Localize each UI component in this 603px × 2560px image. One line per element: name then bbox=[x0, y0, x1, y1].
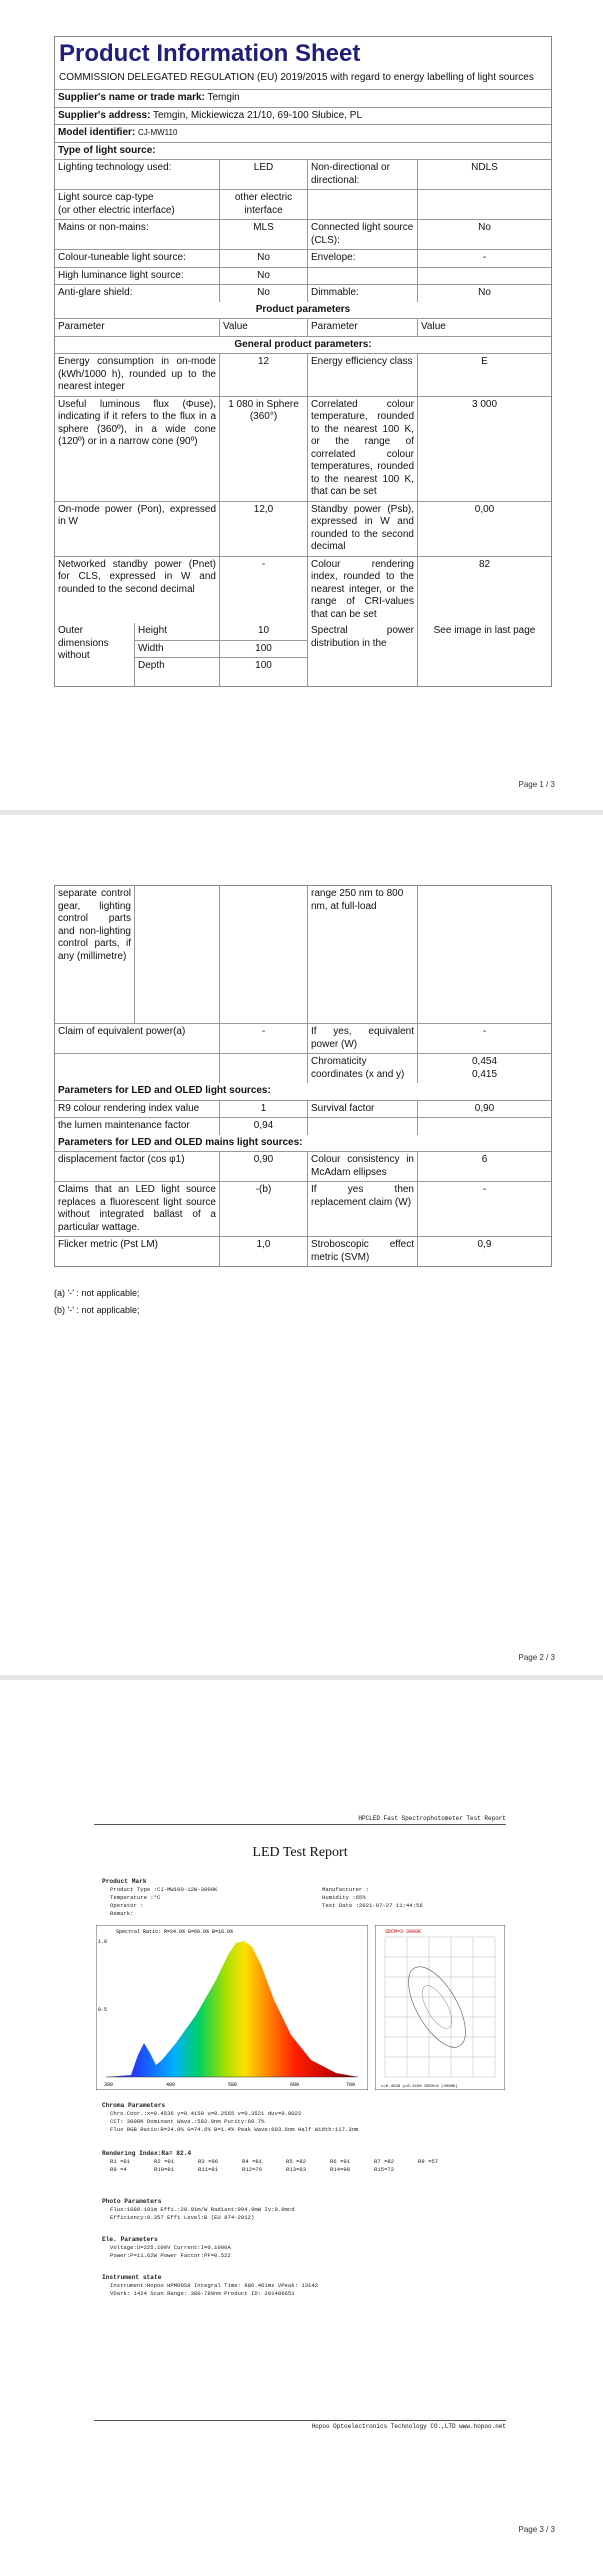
param-value: No bbox=[220, 250, 308, 267]
table-row bbox=[55, 397, 551, 502]
footnote-b: (b) '-' : not applicable; bbox=[54, 1305, 140, 1315]
photo-line-2: Efficiency:0.357 Effi Level:B (EU 874-2012) bbox=[110, 2214, 255, 2221]
instrument-block bbox=[102, 2274, 507, 2298]
param-value: 12,0 bbox=[220, 502, 308, 556]
model-label: Model identifier: bbox=[58, 127, 136, 138]
table-row bbox=[55, 285, 551, 302]
render-index-value: R5 =82 bbox=[286, 2158, 307, 2165]
table-row bbox=[55, 1152, 551, 1182]
product-params-heading: Product parameters bbox=[255, 303, 351, 315]
param-value: - bbox=[220, 1024, 308, 1053]
cie-chart bbox=[375, 1925, 505, 2090]
product-type: Product Type :CJ-MW100-12W-3000K bbox=[110, 1886, 218, 1893]
param-value-2: NDLS bbox=[471, 162, 498, 173]
dim-depth-label: Depth bbox=[138, 660, 165, 671]
rendering-block bbox=[102, 2150, 507, 2174]
instrument-heading: Instrument state bbox=[102, 2274, 162, 2281]
led-param-rows bbox=[55, 1101, 551, 1135]
spectral-label: Spectral power distribution in the bbox=[308, 623, 418, 686]
param-label-2: If yes then replacement claim (W) bbox=[308, 1182, 418, 1236]
header-value: Value bbox=[220, 319, 308, 336]
empty-cell bbox=[220, 886, 308, 1023]
x-tick: 580 bbox=[228, 2082, 238, 2088]
param-label: Lighting technology used: bbox=[55, 160, 220, 189]
supplier-value: Temgin bbox=[207, 92, 240, 103]
product-info-table-continued bbox=[54, 885, 552, 1267]
param-label: On-mode power (Pon), expressed in W bbox=[55, 502, 220, 556]
table-row bbox=[55, 1118, 551, 1135]
render-index-value: R3 =96 bbox=[198, 2158, 219, 2165]
param-label: Energy consumption in on-mode (kWh/1000 h), rounded up to the nearest integer bbox=[55, 354, 220, 396]
param-value-2 bbox=[418, 190, 551, 219]
param-value: 0,90 bbox=[220, 1152, 308, 1181]
param-label: Claims that an LED light source replaces a fluorescent light source without integrated ballast of a particular wattage. bbox=[55, 1182, 220, 1236]
ele-heading: Ele. Parameters bbox=[102, 2236, 158, 2243]
param-value: 1 bbox=[220, 1101, 308, 1118]
param-value-2: 0,90 bbox=[474, 1102, 495, 1114]
model-value: CJ-MW110 bbox=[138, 128, 178, 137]
param-value-2: 6 bbox=[481, 1154, 488, 1165]
param-label: Flicker metric (Pst LM) bbox=[55, 1237, 220, 1266]
table-row bbox=[55, 250, 551, 268]
photo-block bbox=[102, 2198, 507, 2222]
empty-cell bbox=[135, 886, 220, 1023]
header-value-2: Value bbox=[421, 321, 446, 332]
dim-subtable bbox=[135, 623, 220, 686]
table-row bbox=[55, 1024, 551, 1054]
render-index-value: R6 =91 bbox=[330, 2158, 351, 2165]
param-label: Networked standby power (Pnet) for CLS, expressed in W and rounded to the second decimal bbox=[55, 557, 220, 624]
table-row bbox=[55, 1101, 551, 1119]
report-title: LED Test Report bbox=[252, 1845, 348, 1860]
param-label-2: Stroboscopic effect metric (SVM) bbox=[308, 1237, 418, 1266]
param-value: -(b) bbox=[220, 1182, 308, 1236]
param-value: No bbox=[220, 285, 308, 302]
param-value-2: - bbox=[482, 1184, 487, 1195]
table-row bbox=[55, 268, 551, 286]
param-label: R9 colour rendering index value bbox=[55, 1101, 220, 1118]
param-value: 1,0 bbox=[220, 1237, 308, 1266]
rendering-heading: Rendering Index:Ra= 82.4 bbox=[102, 2150, 192, 2157]
table-row bbox=[55, 190, 551, 220]
dim-depth-value: 100 bbox=[255, 660, 272, 671]
param-value-2: E bbox=[481, 356, 488, 367]
param-value-2: No bbox=[478, 287, 491, 298]
param-label: the lumen maintenance factor bbox=[55, 1118, 220, 1135]
param-label-2: Non-directional or directional: bbox=[308, 160, 418, 189]
page-3 bbox=[0, 1680, 603, 2560]
header-row bbox=[55, 319, 551, 337]
led-params-heading: Parameters for LED and OLED light sources: bbox=[58, 1085, 271, 1096]
x-tick: 480 bbox=[166, 2082, 176, 2088]
ele-line-1: Voltage:U=225.100V Current:I=0.1000A bbox=[110, 2244, 231, 2251]
mains-param-rows bbox=[55, 1152, 551, 1266]
param-label-2: Standby power (Psb), expressed in W and rounded to the second decimal bbox=[308, 502, 418, 556]
param-label: displacement factor (cos φ1) bbox=[55, 1152, 220, 1181]
humidity: Humidity :65% bbox=[322, 1894, 366, 1901]
render-index-value: R7 =82 bbox=[374, 2158, 395, 2165]
dim-width-label: Width bbox=[135, 641, 219, 659]
table-row bbox=[55, 1237, 551, 1266]
param-label: Colour-tuneable light source: bbox=[55, 250, 220, 267]
instrument-line-1: Instrument:Hopoo HPM00S8 Integral Time: 886.461ms VPeak: 13142 bbox=[110, 2282, 319, 2289]
spectral-ratio: Spectral Ratio: R=24.0% G=60.0% B=16.0% bbox=[116, 1929, 234, 1935]
param-value: 1 080 in Sphere (360°) bbox=[220, 397, 308, 501]
supplier-label: Supplier's name or trade mark: bbox=[58, 92, 205, 103]
param-value: - bbox=[220, 557, 308, 624]
param-label: High luminance light source: bbox=[55, 268, 220, 285]
table-row bbox=[55, 220, 551, 250]
dim-values bbox=[220, 623, 308, 686]
test-date: Test Date :2021-07-27 11:44:56 bbox=[322, 1902, 423, 1909]
cie-title: SDCM=3 3000K bbox=[385, 1929, 422, 1935]
general-param-rows bbox=[55, 354, 551, 623]
param-label: Claim of equivalent power(a) bbox=[55, 1024, 220, 1053]
render-index-value: R10=81 bbox=[154, 2166, 175, 2173]
general-params-heading: General product parameters: bbox=[234, 338, 372, 350]
outer-dim-label: Outer dimensions without bbox=[55, 623, 135, 686]
param-value-2: - bbox=[482, 252, 487, 263]
param-value-2: 0,9 bbox=[477, 1239, 492, 1250]
param-value-2: 82 bbox=[478, 558, 491, 570]
ele-block bbox=[102, 2236, 507, 2260]
continued-spectral-label: range 250 nm to 800 nm, at full-load bbox=[308, 886, 418, 1023]
regulation-text: COMMISSION DELEGATED REGULATION (EU) 2019/2015 with regard to energy labelling of light sources bbox=[55, 69, 551, 90]
render-index-value: R12=76 bbox=[242, 2166, 263, 2173]
temperature: Temperature :°C bbox=[110, 1894, 161, 1901]
equivalent-power-rows bbox=[55, 1024, 551, 1083]
param-label-2: If yes, equivalent power (W) bbox=[308, 1024, 418, 1053]
param-label-2 bbox=[308, 1118, 418, 1135]
param-value-2: 3 000 bbox=[471, 398, 498, 410]
footnotes bbox=[54, 1285, 139, 1319]
render-index-value: R15=72 bbox=[374, 2166, 395, 2173]
param-label-2 bbox=[308, 268, 418, 285]
page-2 bbox=[0, 815, 603, 1675]
type-label: Type of light source: bbox=[58, 144, 156, 156]
header-parameter: Parameter bbox=[55, 319, 220, 336]
param-value: MLS bbox=[220, 220, 308, 249]
param-label-2: Energy efficiency class bbox=[308, 354, 418, 396]
param-value: No bbox=[220, 268, 308, 285]
table-row bbox=[55, 160, 551, 190]
report-footer: Hopoo Optoelectronics Technology CO.,LTD www.hopoo.net bbox=[94, 2420, 506, 2430]
header-parameter-2: Parameter bbox=[308, 319, 418, 336]
param-value: 12 bbox=[220, 354, 308, 396]
param-label-2: Colour consistency in McAdam ellipses bbox=[308, 1152, 418, 1181]
x-tick: 380 bbox=[104, 2082, 114, 2088]
report-header: HPCLED Fast Spectrophotometer Test Report bbox=[94, 1815, 506, 1825]
page-number: Page 1 / 3 bbox=[518, 780, 555, 789]
param-value-2: 0,00 bbox=[474, 503, 495, 515]
param-value-2: 0,454 0,415 bbox=[471, 1056, 498, 1080]
param-label-2: Survival factor bbox=[308, 1101, 418, 1118]
product-info-table bbox=[54, 36, 552, 687]
param-value: 0,94 bbox=[220, 1118, 308, 1135]
spectrum-chart bbox=[96, 1925, 368, 2090]
photo-heading: Photo Parameters bbox=[102, 2198, 162, 2205]
dimensions-row bbox=[55, 623, 551, 686]
render-index-value bbox=[418, 2166, 462, 2174]
param-value-2 bbox=[418, 1118, 551, 1135]
chroma-heading: Chroma Parameters bbox=[102, 2102, 166, 2109]
y-tick: 0.5 bbox=[98, 2007, 108, 2013]
render-index-value: R11=81 bbox=[198, 2166, 219, 2173]
dim-height-label: Height bbox=[135, 623, 219, 641]
y-tick: 1.0 bbox=[98, 1939, 108, 1945]
table-row bbox=[55, 1054, 551, 1083]
light-source-type-rows bbox=[55, 160, 551, 302]
param-label-2: Connected light source (CLS): bbox=[308, 220, 418, 249]
param-label bbox=[55, 1054, 220, 1083]
cie-caption: x=0.4536 y=0.4150 SDCM=6 (3000K) bbox=[381, 2085, 458, 2089]
manufacturer: Manufacturer : bbox=[322, 1886, 369, 1893]
table-row bbox=[55, 354, 551, 397]
param-value-2: - bbox=[482, 1026, 487, 1037]
continued-row bbox=[55, 886, 551, 1024]
param-value bbox=[220, 1054, 308, 1083]
operator: Operator : bbox=[110, 1902, 144, 1909]
continued-dim-label: separate control gear, lighting control parts and non-lighting control parts, if any (millimetre) bbox=[55, 886, 135, 1023]
param-label-2: Correlated colour temperature, rounded to the nearest 100 K, or the range of correlated colour temperatures, rounded to the nearest 100 K, that can be set bbox=[308, 397, 418, 501]
x-tick: 780 bbox=[346, 2082, 356, 2088]
photo-line-1: Flux:1080.191m Effi.:28.91m/W Radiant:994.9mW Iv:0.0mcd bbox=[110, 2206, 295, 2213]
param-value: other electric interface bbox=[220, 190, 308, 219]
instrument-line-2: VDark: 1424 Scan Range: 380-780nm Product ID: 201406651 bbox=[110, 2290, 295, 2297]
address-value: Temgin, Mickiewicza 21/10, 69-100 Słubice, PL bbox=[153, 109, 363, 121]
param-label-2: Envelope: bbox=[308, 250, 418, 267]
remark: Remark: bbox=[110, 1910, 134, 1917]
chroma-line-3: Flux RGB Ratio:R=24.0% G=74.6% B=1.4% Peak Wave:603.6nm Half Width:117.3nm bbox=[110, 2126, 359, 2133]
param-value-2 bbox=[418, 268, 551, 285]
render-index-value: R2 =91 bbox=[154, 2158, 175, 2165]
param-label-2 bbox=[308, 190, 418, 219]
product-mark-block bbox=[102, 1878, 502, 1918]
ele-line-2: Power:P=11.62W Power Factor:PF=0.522 bbox=[110, 2252, 231, 2259]
page-number: Page 2 / 3 bbox=[518, 1653, 555, 1662]
dim-height-value: 10 bbox=[220, 623, 307, 641]
render-index-value: R13=83 bbox=[286, 2166, 307, 2173]
spectral-value: See image in last page bbox=[433, 625, 536, 636]
render-index-value: R14=98 bbox=[330, 2166, 351, 2173]
render-index-value: R8 =57 bbox=[418, 2158, 439, 2165]
param-value-2: No bbox=[478, 222, 491, 233]
param-label-2: Colour rendering index, rounded to the nearest integer, or the range of CRI-values that can be set bbox=[308, 557, 418, 624]
rendering-grid bbox=[102, 2158, 507, 2174]
table-row bbox=[55, 557, 551, 624]
table-row bbox=[55, 502, 551, 557]
param-label: Anti-glare shield: bbox=[55, 285, 220, 302]
table-row bbox=[55, 1182, 551, 1237]
render-index-value: R1 =81 bbox=[110, 2158, 131, 2165]
param-value: LED bbox=[220, 160, 308, 189]
footnote-a: (a) '-' : not applicable; bbox=[54, 1288, 140, 1298]
render-index-value: R9 =4 bbox=[110, 2166, 127, 2173]
mains-params-heading: Parameters for LED and OLED mains light sources: bbox=[58, 1136, 303, 1148]
dim-width-value: 100 bbox=[220, 641, 307, 659]
cie-frame bbox=[375, 1925, 505, 2090]
chroma-line-1: Chro.Coor.:x=0.4536 y=0.4150 u=0.2565 v=0.3521 duv=0.0022 bbox=[110, 2110, 302, 2117]
param-label-2: Chromaticity coordinates (x and y) bbox=[308, 1054, 418, 1083]
product-mark-heading: Product Mark bbox=[102, 1878, 147, 1885]
chroma-line-2: CCT: 3000K Dominant Wave.:582.9nm Purity:60.7% bbox=[110, 2118, 265, 2125]
param-label: Useful luminous flux (Φuse), indicating if it refers to the flux in a sphere (360º), in a wide cone (120º) or in a narrow cone (90º) bbox=[55, 397, 220, 501]
page-title: Product Information Sheet bbox=[59, 40, 361, 67]
render-index-value: R4 =81 bbox=[242, 2158, 263, 2165]
x-tick: 680 bbox=[290, 2082, 300, 2088]
empty-cell bbox=[418, 886, 551, 1023]
address-label: Supplier's address: bbox=[58, 109, 151, 121]
page-1 bbox=[0, 0, 603, 810]
chroma-block bbox=[102, 2102, 507, 2134]
param-label: Light source cap-type (or other electric interface) bbox=[55, 190, 220, 219]
param-label: Mains or non-mains: bbox=[55, 220, 220, 249]
page-number: Page 3 / 3 bbox=[518, 2525, 555, 2534]
param-label-2: Dimmable: bbox=[308, 285, 418, 302]
